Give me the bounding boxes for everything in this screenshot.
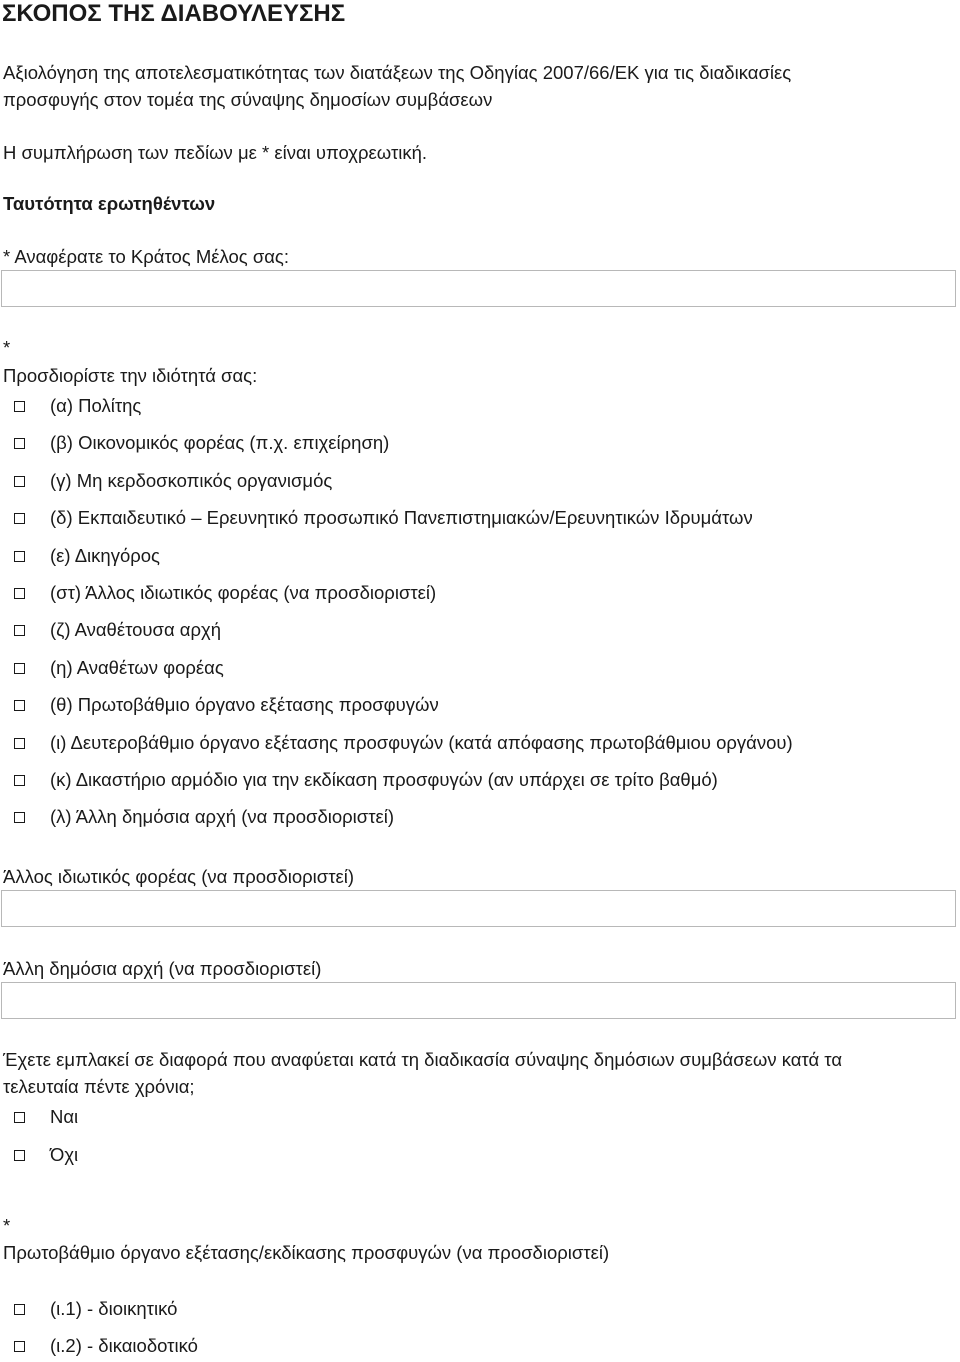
option-label: (ι.2) - δικαιοδοτικό xyxy=(50,1335,198,1356)
option-label: (λ) Άλλη δημόσια αρχή (να προσδιοριστεί) xyxy=(50,806,395,827)
checkbox[interactable] xyxy=(14,551,25,562)
checkbox[interactable] xyxy=(14,438,25,449)
option-label: (ε) Δικηγόρος xyxy=(50,545,160,566)
capacity-option-academic[interactable] xyxy=(14,505,753,531)
checkbox[interactable] xyxy=(14,663,25,674)
other-public-input[interactable] xyxy=(1,982,956,1019)
required-asterisk: * xyxy=(3,337,11,358)
capacity-option-lawyer[interactable] xyxy=(14,543,160,569)
checkbox[interactable] xyxy=(14,812,25,823)
capacity-option-other-private[interactable] xyxy=(14,580,436,606)
checkbox[interactable] xyxy=(14,625,25,636)
checkbox[interactable] xyxy=(14,476,25,487)
capacity-option-other-public[interactable] xyxy=(14,804,394,830)
option-label: (γ) Μη κερδοσκοπικός οργανισμός xyxy=(50,470,333,491)
option-label: (δ) Εκπαιδευτικό – Ερευνητικό προσωπικό Πανεπιστημιακών/Ερευνητικών Ιδρυμάτων xyxy=(50,507,753,528)
required-fields-note: Η συμπλήρωση των πεδίων με * είναι υποχρεωτική. xyxy=(3,142,428,163)
option-label: (θ) Πρωτοβάθμιο όργανο εξέτασης προσφυγών xyxy=(50,694,439,715)
option-label: (στ) Άλλος ιδιωτικός φορέας (να προσδιοριστεί) xyxy=(50,582,437,603)
checkbox[interactable] xyxy=(14,775,25,786)
checkbox[interactable] xyxy=(14,401,25,412)
capacity-option-non-profit[interactable] xyxy=(14,468,332,494)
section-heading-identity: Ταυτότητα ερωτηθέντων xyxy=(3,193,216,214)
intro-line-1: Αξιολόγηση της αποτελεσματικότητας των διατάξεων της Οδηγίας 2007/66/ΕΚ για τις διαδικασίες xyxy=(3,62,792,83)
dispute-question-line-1: Έχετε εμπλακεί σε διαφορά που αναφύεται κατά τη διαδικασία σύναψης δημόσιων συμβάσεων κατά τα xyxy=(3,1049,843,1070)
other-private-label: Άλλος ιδιωτικός φορέας (να προσδιοριστεί) xyxy=(3,866,355,887)
dispute-option-no[interactable] xyxy=(14,1142,78,1168)
option-label: (ι.1) - διοικητικό xyxy=(50,1298,178,1319)
dispute-option-yes[interactable] xyxy=(14,1104,78,1130)
capacity-option-economic-operator[interactable] xyxy=(14,430,389,456)
option-label: (η) Αναθέτων φορέας xyxy=(50,657,224,678)
capacity-option-second-instance-body[interactable] xyxy=(14,730,793,756)
checkbox[interactable] xyxy=(14,700,25,711)
option-label: (α) Πολίτης xyxy=(50,395,142,416)
checkbox[interactable] xyxy=(14,738,25,749)
option-label: (ζ) Αναθέτουσα αρχή xyxy=(50,619,222,640)
checkbox[interactable] xyxy=(14,1150,25,1161)
other-private-input[interactable] xyxy=(1,890,956,927)
capacity-option-contracting-entity[interactable] xyxy=(14,655,224,681)
other-public-label: Άλλη δημόσια αρχή (να προσδιοριστεί) xyxy=(3,958,322,979)
option-label: Όχι xyxy=(50,1144,79,1165)
checkbox[interactable] xyxy=(14,1304,25,1315)
capacity-option-court[interactable] xyxy=(14,767,718,793)
checkbox[interactable] xyxy=(14,1341,25,1352)
intro-line-2: προσφυγής στον τομέα της σύναψης δημοσίων συμβάσεων xyxy=(3,89,493,110)
checkbox[interactable] xyxy=(14,1112,25,1123)
required-asterisk: * xyxy=(3,1215,11,1236)
option-label: (κ) Δικαστήριο αρμόδιο για την εκδίκαση προσφυγών (αν υπάρχει σε τρίτο βαθμό) xyxy=(50,769,718,790)
page-title: ΣΚΟΠΟΣ ΤΗΣ ΔΙΑΒΟΥΛΕΥΣΗΣ xyxy=(2,0,346,27)
member-state-input[interactable] xyxy=(1,270,956,307)
dispute-question-line-2: τελευταία πέντε χρόνια; xyxy=(3,1076,195,1097)
member-state-label: * Αναφέρατε το Κράτος Μέλος σας: xyxy=(3,246,289,267)
option-label: Ναι xyxy=(50,1106,79,1127)
capacity-option-citizen[interactable] xyxy=(14,393,141,419)
capacity-option-contracting-authority[interactable] xyxy=(14,617,221,643)
capacity-label: Προσδιορίστε την ιδιότητά σας: xyxy=(3,365,258,386)
first-instance-option-judicial[interactable] xyxy=(14,1333,198,1359)
checkbox[interactable] xyxy=(14,513,25,524)
first-instance-label: Πρωτοβάθμιο όργανο εξέτασης/εκδίκασης προσφυγών (να προσδιοριστεί) xyxy=(3,1242,610,1263)
checkbox[interactable] xyxy=(14,588,25,599)
first-instance-option-administrative[interactable] xyxy=(14,1296,177,1322)
capacity-option-first-instance-body[interactable] xyxy=(14,692,439,718)
option-label: (ι) Δευτεροβάθμιο όργανο εξέτασης προσφυγών (κατά απόφασης πρωτοβάθμιου οργάνου) xyxy=(50,732,793,753)
option-label: (β) Οικονομικός φορέας (π.χ. επιχείρηση) xyxy=(50,432,390,453)
